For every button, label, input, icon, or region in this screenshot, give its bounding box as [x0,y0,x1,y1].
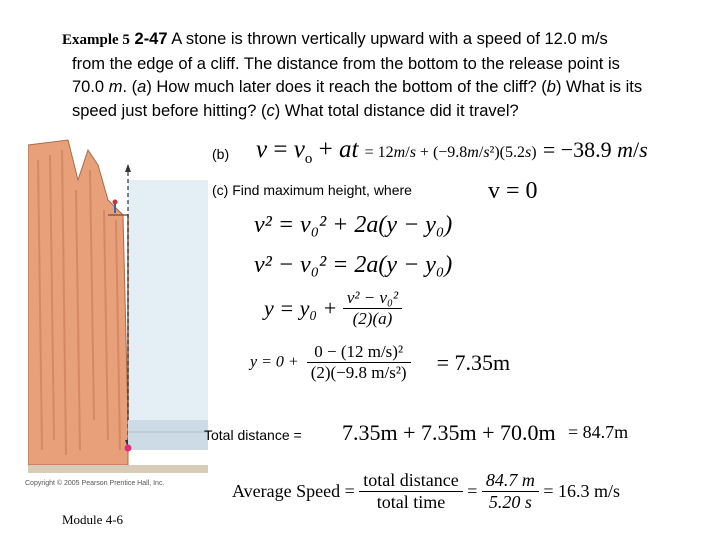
person-figure [113,200,118,205]
cliff-figure [28,120,208,500]
problem-statement [62,28,712,123]
equation-3: y = y₀ + $\frac{\text{v² − v₀²}}{(2)(a)}$ [264,288,402,329]
water [128,420,208,450]
total-distance-result: = 84.7m [568,422,629,442]
part-b-equation: $v = v_o$ + at = 12m/s + (−9.8m/s²)(5.2s) = −38.9 m/s [256,136,648,167]
equation-4: y = 0 + $\frac{\text{0 − (12 m/s)²}}{\text{(2)(−9.8 m/s²)}}$ = 7.35m [250,342,511,382]
impact-point [125,445,132,452]
equation-1: v² = v₀² + 2a(y − y₀) [254,212,453,238]
total-distance-label: Total distance = [204,427,302,443]
problem-line-4: speed just before hitting? (c) What total distance did it travel? [72,101,519,120]
problem-number: 2-47 [134,30,168,48]
sky-background [128,180,208,420]
problem-line-1: A stone is thrown vertically upward with a speed of 12.0 m/s [171,30,608,48]
part-c-condition: v = 0 [488,178,538,204]
part-c-label: (c) Find maximum height, where [212,182,412,198]
figure-copyright: Copyright © 2005 Pearson Prentice Hall, Inc. [25,480,165,487]
equation-2: v² − v₀² = 2a(y − y₀) [254,252,453,278]
example-label: Example 5 [62,32,130,48]
average-speed-equation: Average Speed = $\frac{\text{total distance}}{\text{total time}}$ = $\frac{84.7 m}{5.20 s}$ = 16.3 m/s [232,470,621,512]
problem-line-3: 70.0 m. (a) How much later does it reach the bottom of the cliff? (b) What is its [72,78,643,96]
problem-line-2: from the edge of a cliff. The distance from the bottom to the release point is [72,54,620,73]
part-b-label: (b) [212,146,230,162]
total-distance-expression: 7.35m + 7.35m + 70.0m [342,420,556,445]
module-footer: Module 4-6 [62,512,124,527]
